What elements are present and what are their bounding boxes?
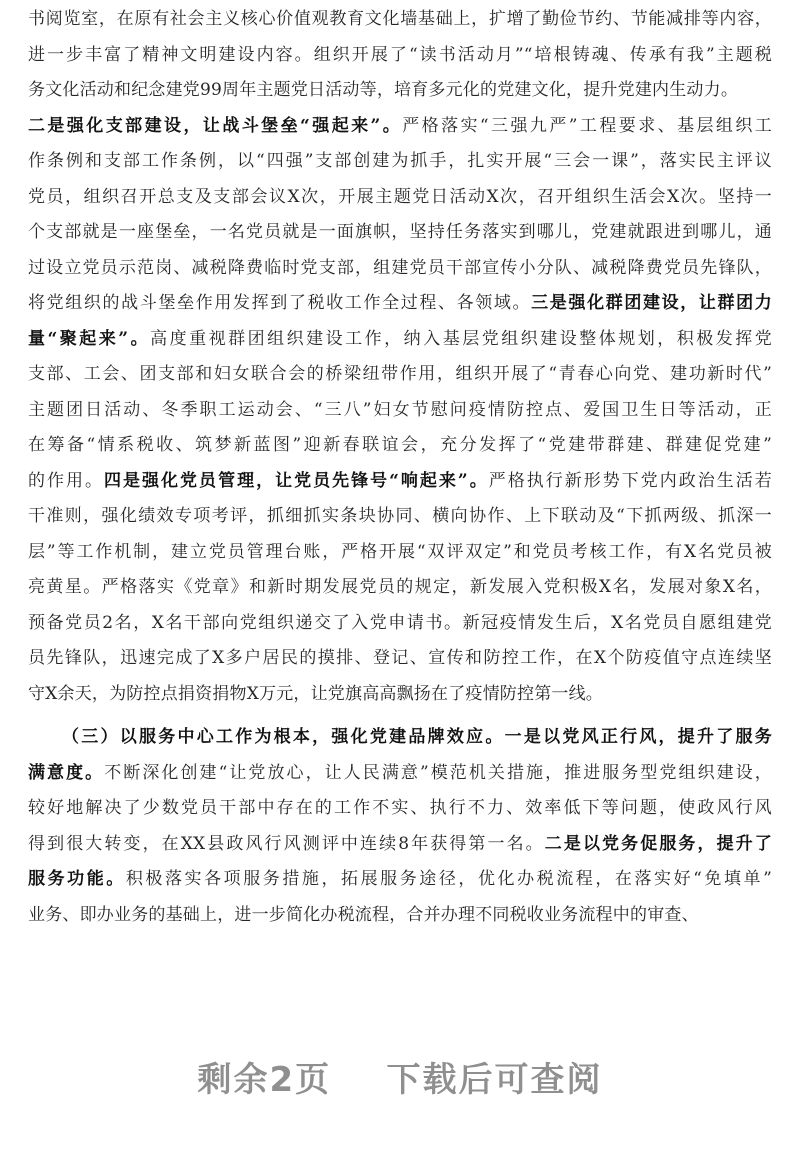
text-run: 积极落实各项服务措施，拓展服务途径，优化办税流程，在落实好“免填单”: [125, 869, 773, 889]
text-run: 得到很大转变，在XX县政风行风测评中连续8年获得第一名。: [28, 833, 545, 854]
text-run: 作条例和支部工作条例，以“四强”支部创建为抓手，扎实开展“三会一课”，落实民主评议: [28, 151, 772, 171]
text-run: 较好地解决了少数党员干部中存在的工作不实、执行不力、效率低下等问题，使政风行风: [28, 798, 772, 818]
text-run: 将党组织的战斗堡垒作用发挥到了税收工作全过程、各领域。: [28, 293, 532, 313]
text-line: [28, 641, 772, 677]
text-line: [28, 393, 772, 429]
paragraph-gap: [28, 712, 772, 720]
text-run: 个支部就是一座堡垒，一名党员就是一面旗帜，坚持任务落实到哪儿，党建就跟进到哪儿，通: [28, 222, 772, 242]
text-line: [28, 606, 772, 642]
text-run: 员先锋队，迅速完成了X多户居民的摸排、登记、宣传和防控工作，在X个防疫值守点连续坚: [28, 648, 772, 668]
bold-text-run: 三是强化群团建设，让群团力: [531, 293, 772, 313]
text-line: [28, 251, 772, 287]
bold-text-run: 一是以党风正行风，提升了服务: [504, 727, 772, 747]
text-line: [28, 720, 772, 756]
text-line: [28, 535, 772, 571]
remaining-pages-notice: 剩余2页 下载后可查阅: [197, 1060, 603, 1100]
text-run: 进一步丰富了精神文明建设内容。组织开展了“读书活动月”“培根铸魂、传承有我”主题税: [28, 44, 772, 65]
text-line: [28, 38, 772, 74]
bold-text-run: （三）以服务中心工作为根本，强化党建品牌效应。: [62, 727, 505, 747]
text-line: [28, 862, 772, 898]
text-run: 过设立党员示范岗、减税降费临时党支部，组建党员干部宣传小分队、减税降费党员先锋队，: [28, 257, 772, 278]
text-line: [28, 499, 772, 535]
text-run: 严格执行新形势下党内政治生活若: [488, 470, 772, 491]
text-line: [28, 144, 772, 180]
text-run: 高度重视群团组织建设工作，纳入基层党组织建设整体规划，积极发挥党: [150, 328, 772, 349]
text-run: 主题团日活动、冬季职工运动会、“三八”妇女节慰问疫情防控点、爱国卫生日等活动，正: [28, 399, 772, 420]
text-run: 干准则，强化绩效专项考评，抓细抓实条块协同、横向协作、上下联动及“下抓两级、抓深一: [28, 506, 772, 526]
bold-text-run: 四是强化党员管理，让党员先锋号“响起来”。: [104, 470, 489, 491]
text-run: 严格落实“三强九严”工程要求、基层组织工: [402, 115, 772, 136]
bold-text-run: 服务功能。: [28, 869, 126, 889]
text-run: 书阅览室，在原有社会主义核心价值观教育文化墙基础上，扩增了勤俭节约、节能减排等内容，: [28, 9, 772, 29]
text-line: [28, 73, 772, 109]
text-run: 的作用。: [28, 470, 105, 491]
text-line: [28, 180, 772, 216]
text-line: [28, 215, 772, 251]
text-run: 在筹备“情系税收、筑梦新蓝图”迎新春联谊会，充分发挥了“党建带群建、群建促党建”: [28, 435, 772, 455]
text-line: [28, 756, 772, 792]
bold-text-run: 满意度。: [28, 762, 105, 783]
text-line: [28, 286, 772, 322]
text-line: [28, 677, 772, 713]
text-line: [28, 357, 772, 393]
text-line: [28, 2, 772, 38]
text-line: [28, 464, 772, 500]
text-line: [28, 827, 772, 863]
document-body: [28, 2, 772, 933]
text-line: [28, 428, 772, 464]
bold-text-run: 二是以党务促服务，提升了: [544, 833, 772, 854]
text-run: 务文化活动和纪念建党99周年主题党日活动等，培育多元化的党建文化，提升党建内生动力。: [28, 80, 739, 100]
text-run: 支部、工会、团支部和妇女联合会的桥梁纽带作用，组织开展了“青春心向党、建功新时代”: [28, 364, 772, 384]
text-run: 守X余天，为防控点捐资捐物X万元，让党旗高高飘扬在了疫情防控第一线。: [28, 683, 604, 704]
text-line: [28, 898, 772, 934]
bold-text-run: 二是强化支部建设，让战斗堡垒“强起来”。: [28, 115, 403, 136]
text-run: 层”等工作机制，建立党员管理台账，严格开展“双评双定”和党员考核工作，有X名党员被: [28, 541, 772, 562]
text-run: 业务、即办业务的基础上，进一步简化办税流程，合并办理不同税收业务流程中的审查、: [28, 904, 699, 925]
text-run: 预备党员2名，X名干部向党组织递交了入党申请书。新冠疫情发生后，X名党员自愿组建党: [28, 612, 772, 633]
bold-text-run: 量“聚起来”。: [28, 328, 151, 349]
text-run: 党员，组织召开总支及支部会议X次，开展主题党日活动X次，召开组织生活会X次。坚持一: [28, 186, 772, 207]
text-line: [28, 791, 772, 827]
text-line: [28, 322, 772, 358]
text-line: [28, 109, 772, 145]
text-line: [28, 570, 772, 606]
text-run: 亮黄星。严格落实《党章》和新时期发展党员的规定，新发展入党积极X名，发展对象X名，: [28, 577, 772, 597]
text-run: 不断深化创建“让党放心，让人民满意”模范机关措施，推进服务型党组织建设，: [104, 762, 772, 783]
